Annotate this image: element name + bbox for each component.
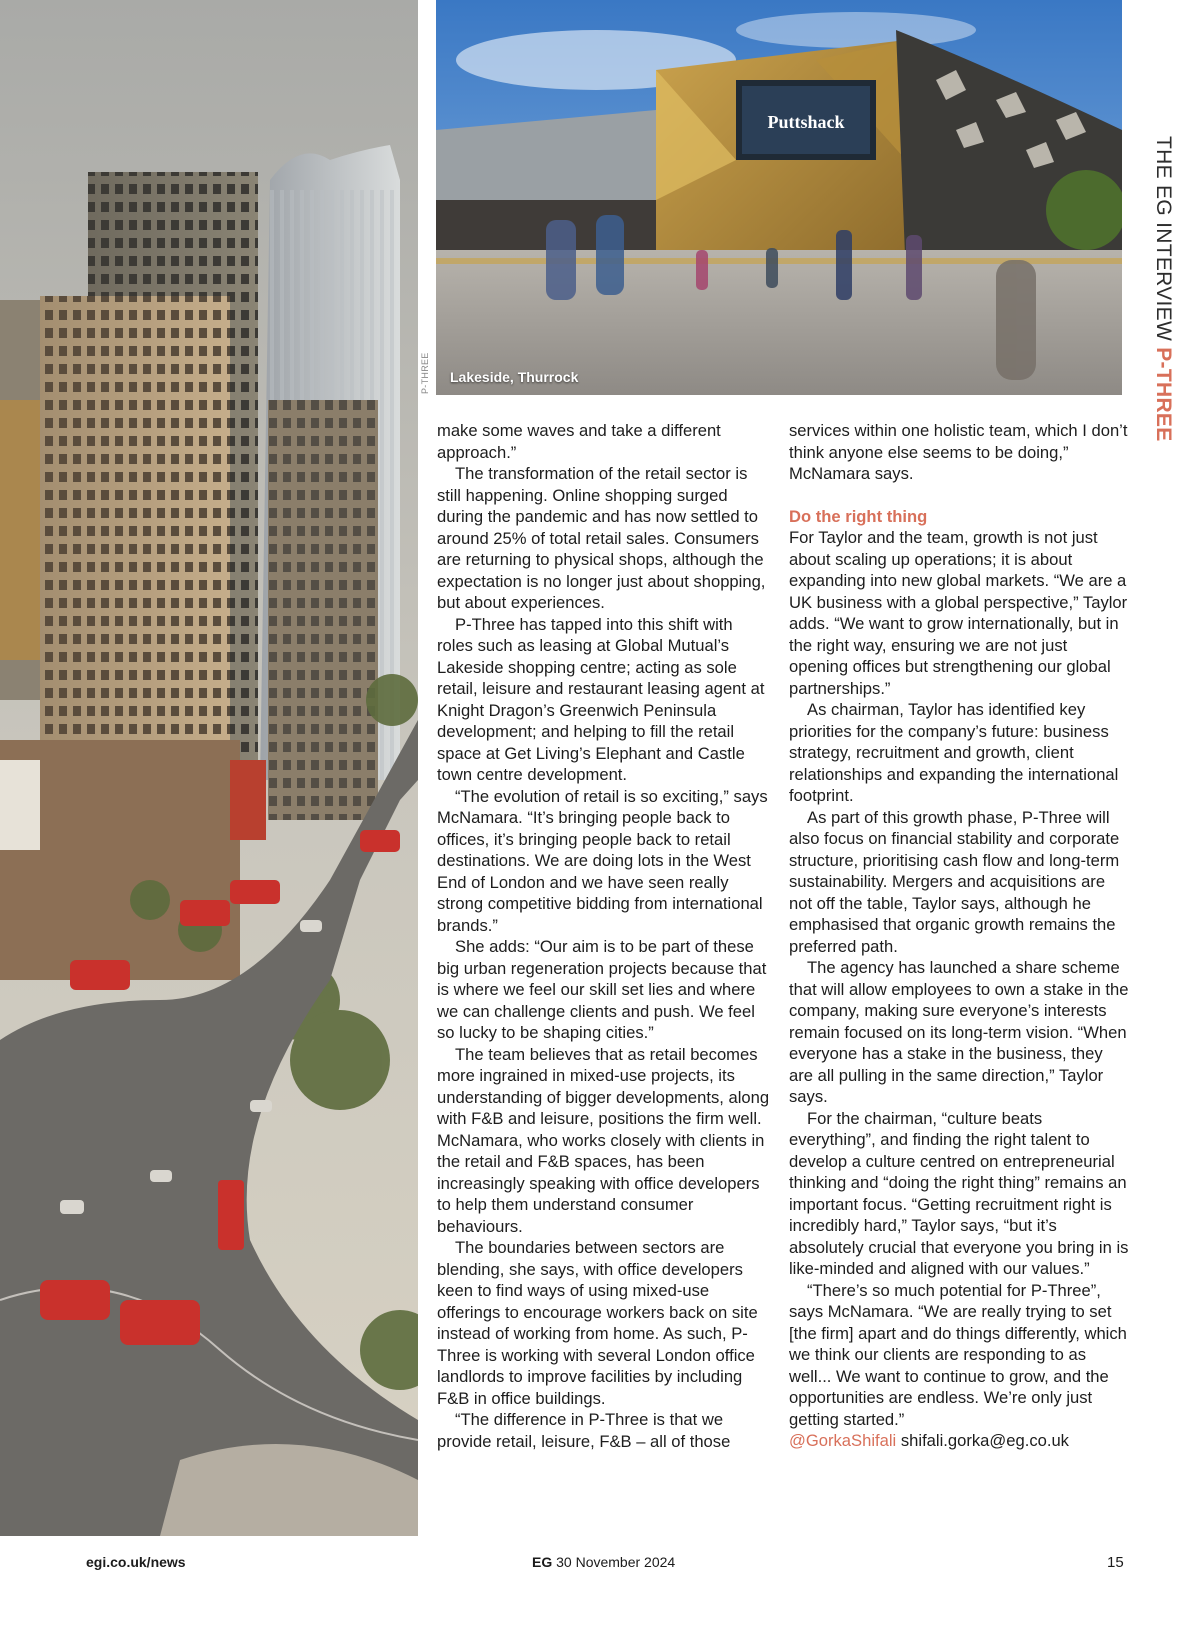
paragraph: For Taylor and the team, growth is not just about scaling up operations; it is about expanding into new global markets. “We are a UK business with a global perspective,” Taylor adds. “We want to grow internationally, but in the right way, ensuring we are not just opening offices but strengthening our global partnerships.”	[789, 528, 1128, 698]
article-column-2	[789, 420, 1129, 1452]
paragraph: “The difference in P-Three is that we provide retail, leisure, F&B – all of those	[437, 1410, 731, 1451]
photo-caption: Lakeside, Thurrock	[450, 369, 579, 385]
paragraph: P-Three has tapped into this shift with roles such as leasing at Global Mutual’s Lakeside shopping centre; acting as sole retail, leisure and restaurant leasing agent at Knight Dragon’s Greenwich Peninsula development; and helping to fill the retail space at Get Living’s Elephant and Castle town centre development.	[437, 614, 765, 784]
article-column-1	[437, 420, 773, 1452]
paragraph: The agency has launched a share scheme that will allow employees to own a stake in the company, making sure everyone’s interests remain focused on its long-term vision. “When everyone has a stake in the business, they are all pulling in the same direction,” Taylor says.	[789, 958, 1129, 1106]
publication-name: EG	[532, 1554, 553, 1570]
paragraph: “There’s so much potential for P-Three”, says McNamara. “We are really trying to set [the firm] apart and do things differently, which we think our clients are responding to as well... We want to continue to grow, and the opportunities are endless. We’re only just getting started.”	[789, 1280, 1127, 1429]
paragraph: As chairman, Taylor has identified key priorities for the company’s future: business strategy, recruitment and growth, client relationships and expanding the international footprint.	[789, 700, 1119, 805]
author-signoff	[789, 1430, 1129, 1452]
footer-site-link[interactable]: egi.co.uk/news	[86, 1554, 186, 1570]
paragraph: make some waves and take a different approach.”	[437, 421, 721, 462]
section-label	[1147, 136, 1177, 442]
paragraph: For the chairman, “culture beats everything”, and finding the right talent to develop a culture centred on entrepreneurial thinking and “doing the right thing” remains an important focus. “Getting recruitment right is incredibly hard,” Taylor says, “but it’s absolutely crucial that everyone you bring in is like-minded and aligned with our values.”	[789, 1108, 1129, 1278]
paragraph: The transformation of the retail sector is still happening. Online shopping surged during the pandemic and has now settled to around 25% of total retail sales. Consumers are returning to physical shops, although the expectation is no longer just about shopping, but about experiences.	[437, 464, 766, 612]
author-email[interactable]: shifali.gorka@eg.co.uk	[900, 1431, 1069, 1450]
aerial-city-photo	[0, 0, 418, 1536]
page-footer	[0, 1546, 1200, 1576]
paragraph: “The evolution of retail is so exciting,” says McNamara. “It’s bringing people back to offices, it’s bringing people back to retail destinations. We are doing lots in the West End of London and we have seen really strong competitive bidding from international brands.”	[437, 786, 768, 935]
page-number: 15	[1107, 1554, 1124, 1571]
author-twitter-handle[interactable]: @GorkaShifali	[789, 1431, 897, 1450]
lakeside-photo	[436, 0, 1122, 395]
footer-publication	[532, 1554, 675, 1570]
paragraph: services within one holistic team, which I don’t think anyone else seems to be doing,” McNamara says.	[789, 421, 1128, 483]
paragraph: As part of this growth phase, P-Three will also focus on financial stability and corporate structure, prioritising cash flow and long-term sustainability. Mergers and acquisitions are not off the table, Taylor says, although he emphasised that organic growth remains the preferred path.	[789, 807, 1120, 956]
section-label-subject: P-THREE	[1152, 347, 1175, 442]
subheading: Do the right thing	[789, 506, 928, 526]
paragraph: She adds: “Our aim is to be part of these big urban regeneration projects because that is where we feel our skill set lies and where we can challenge clients and push. We feel so lucky to be shaping cities.”	[437, 937, 767, 1042]
paragraph: The team believes that as retail becomes more ingrained in mixed-use projects, its understanding of bigger developments, along with F&B and leisure, positions the firm well. McNamara, who works closely with clients in the retail and F&B spaces, has been increasingly speaking with office developers to help them understand consumer behaviours.	[437, 1044, 770, 1236]
publication-date: 30 November 2024	[556, 1554, 676, 1570]
paragraph: The boundaries between sectors are blending, she says, with office developers keen to find ways of using mixed-use offerings to encourage workers back on site instead of working from home. As such, P-Three is working with several London office landlords to improve facilities by including F&B in office buildings.	[437, 1238, 758, 1408]
section-label-series: THE EG INTERVIEW	[1152, 136, 1175, 342]
puttshack-sign: Puttshack	[767, 112, 845, 132]
photo-credit: P-THREE	[420, 352, 430, 394]
